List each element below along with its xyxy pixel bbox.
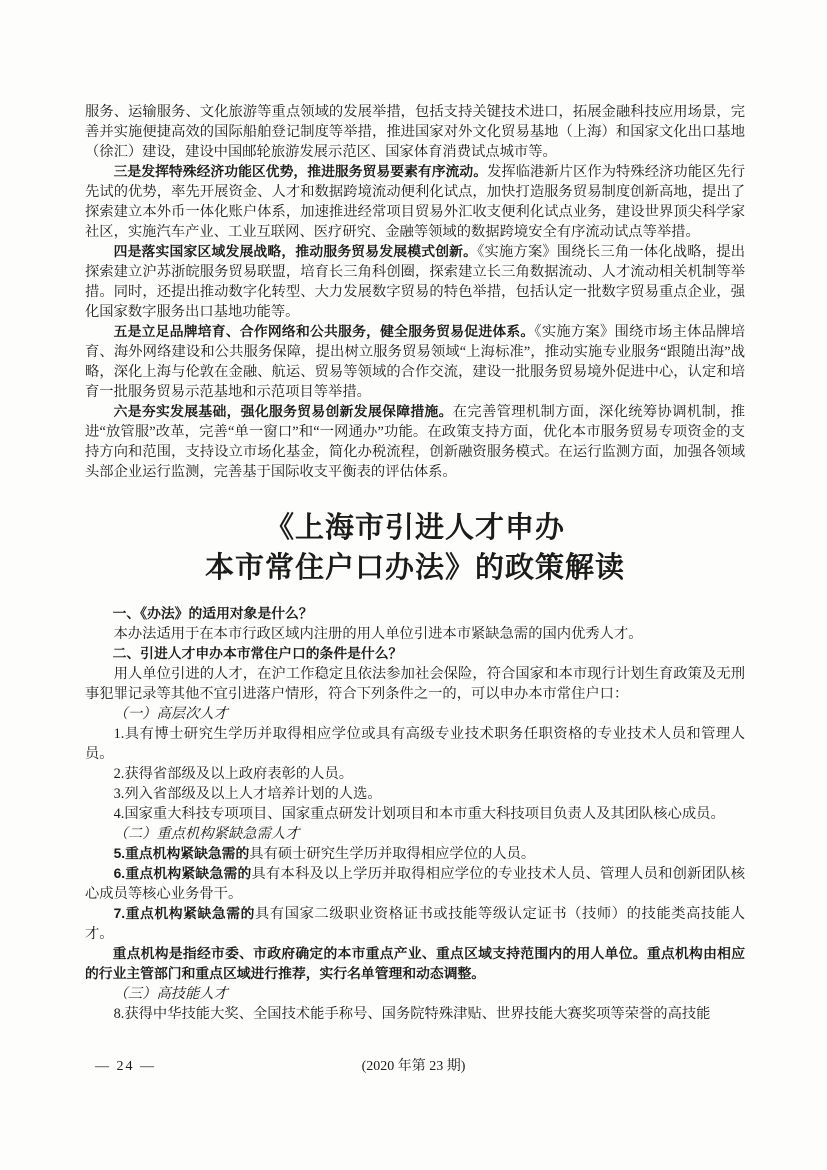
paragraph: [85, 102, 745, 162]
note-paragraph: 重点机构是指经市委、市政府确定的本市重点产业、重点区域支持范围内的用人单位。重点机构由相应的行业主管部门和重点区域进行推荐，实行名单管理和动态调整。: [85, 946, 745, 981]
subheading-kai: （二）重点机构紧缺急需人才: [113, 826, 300, 842]
issue-label: (2020 年第 23 期): [361, 1059, 466, 1074]
paragraph-text: 《实施方案》围绕市场主体品牌培育、海外网络建设和公共服务保障，提出树立服务贸易领域“上海标准”，推动实施专业服务“跟随出海”战略，深化上海与伦敦在金融、航运、贸易等领域的合作交流，建设一批服务贸易境外促进中心，认定和培育一批服务贸易示范基地和示范项目等举措。: [85, 324, 745, 400]
item-text: 具有硕士研究生学历并取得相应学位的人员。: [249, 846, 536, 862]
numbered-item: 8.获得中华技能大奖、全国技术能手称号、国务院特殊津贴、世界技能大赛奖项等荣誉的高技能: [113, 1006, 711, 1022]
paragraph: [85, 402, 745, 482]
paragraph: [85, 162, 745, 242]
paragraph-lead: 四是落实国家区域发展战略，推动服务贸易发展模式创新。: [113, 244, 478, 259]
paragraph-text: 《实施方案》围绕长三角一体化战略，提出探索建立沪苏浙皖服务贸易联盟，培育长三角科创圈，探索建立长三角数据流动、人才流动相关机制等举措。同时，还提出推动数字化转型、大力发展数字贸易的特色举措，包括认定一批数字贸易重点企业，强化国家数字服务出口基地功能等。: [85, 244, 745, 320]
paragraph-lead: 六是夯实发展基础，强化服务贸易创新发展保障措施。: [113, 404, 453, 419]
numbered-item: 2.获得省部级及以上政府表彰的人员。: [113, 766, 354, 782]
subheading-kai: （一）高层次人才: [113, 706, 228, 722]
page-content: [85, 102, 745, 1024]
item-lead: 7.重点机构紧缺急需的: [113, 906, 255, 921]
article-policy-interpretation: [85, 604, 745, 1024]
numbered-item: [85, 844, 745, 864]
paragraph-text: 在完善管理机制方面，深化统筹协调机制，推进“放管服”改革，完善“单一窗口”和“一网通办”功能。在政策支持方面，优化本市服务贸易专项资金的支持方向和范围，支持设立市场化基金，简化办税流程，创新融资服务模式。在运行监测方面，加强各领域头部企业运行监测，完善基于国际收支平衡表的评估体系。: [85, 404, 746, 480]
paragraph: [85, 242, 745, 322]
numbered-item: [85, 864, 745, 904]
page-footer: [0, 1056, 827, 1078]
paragraph: [85, 322, 745, 402]
question-heading: 二、引进人才申办本市常住户口的条件是什么？: [112, 646, 403, 661]
item-text: 具有本科及以上学历并取得相应学位的专业技术人员、管理人员和创新团队核心成员等核心业务骨干。: [85, 866, 745, 902]
item-lead: 6.重点机构紧缺急需的: [113, 866, 252, 881]
numbered-item: 3.列入省部级及以上人才培养计划的人选。: [113, 786, 382, 802]
paragraph-lead: 五是立足品牌培育、合作网络和公共服务，健全服务贸易促进体系。: [113, 324, 535, 339]
numbered-item: 1.具有博士研究生学历并取得相应学位或具有高级专业技术职务任职资格的专业技术人员和管理人员。: [85, 726, 745, 762]
paragraph-lead: 三是发挥特殊经济功能区优势，推进服务贸易要素有序流动。: [113, 164, 488, 179]
item-lead: 5.重点机构紧缺急需的: [113, 846, 250, 861]
paragraph-text: 服务、运输服务、文化旅游等重点领域的发展举措，包括支持关键技术进口，拓展金融科技应用场景，完善并实施便捷高效的国际船舶登记制度等举措，推进国家对外文化贸易基地（上海）和国家文化出口基地（徐汇）建设，建设中国邮轮旅游发展示范区、国家体育消费试点城市等。: [85, 104, 745, 160]
article-title-line-2: 本市常住户口办法》的政策解读: [204, 552, 625, 584]
paragraph-text: 发挥临港新片区作为特殊经济功能区先行先试的优势，率先开展资金、人才和数据跨境流动便利化试点，加快打造服务贸易制度创新高地，提出了探索建立本外币一体化账户体系，加速推进经常项目贸易外汇收支便利化试点业务，建设世界顶尖科学家社区，实施汽车产业、工业互联网、医疗研究、金融等领域的数据跨境安全有序流动试点等举措。: [85, 164, 746, 240]
article-title: [85, 508, 745, 588]
subheading-kai: （三）高技能人才: [113, 986, 228, 1002]
article-title-line-1: 《上海市引进人才申办: [264, 512, 565, 544]
answer-paragraph: 用人单位引进的人才，在沪工作稳定且依法参加社会保险，符合国家和本市现行计划生育政策及无刑事犯罪记录等其他不宜引进落户情形，符合下列条件之一的，可以申办本市常住户口：: [85, 666, 745, 702]
item-text: 具有国家二级职业资格证书或技能等级认定证书（技师）的技能类高技能人才。: [85, 906, 745, 942]
article-service-trade: [85, 102, 745, 482]
page-number: — 24 —: [95, 1059, 156, 1074]
question-heading: 一、《办法》的适用对象是什么？: [112, 606, 313, 621]
numbered-item: 4.国家重大科技专项项目、国家重点研发计划项目和本市重大科技项目负责人及其团队核心成员。: [113, 806, 725, 822]
answer-paragraph: 本办法适用于在本市行政区域内注册的用人单位引进本市紧缺急需的国内优秀人才。: [113, 626, 643, 642]
numbered-item: [85, 904, 745, 944]
